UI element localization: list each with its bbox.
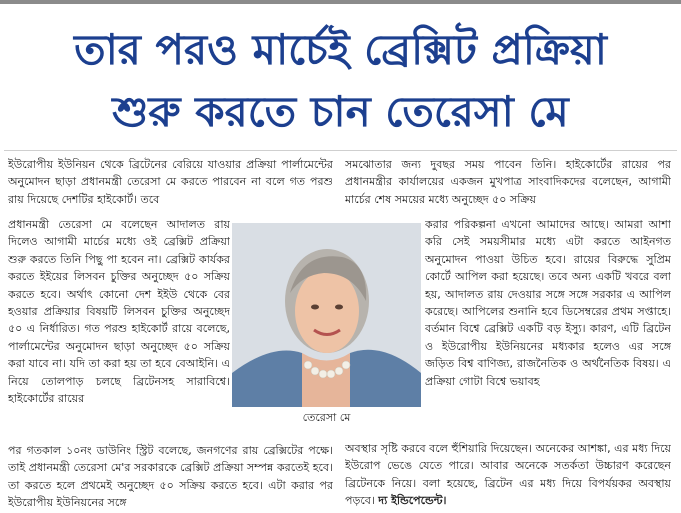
portrait-illustration [232,223,421,407]
article-text: পর গতকাল ১০নং ডাউনিং স্ট্রিট বলেছে, জনগণের রায় ব্রেক্সিটের পক্ষে। তাই প্রধানমন্ত্রী তেরেসা মে'র সরকারকে ব্রেক্সিট প্রক্রিয়া সম্পন্ন করতেই হবে। তা করতে হলে প্রথমেই অনুচ্ছেদ ৫০ সক্রিয় করতে হবে। এটা করার পর ইউরোপীয় ইউনিয়নের সঙ্গে [8,444,333,510]
article-right-middle [425,216,671,438]
photo-caption: তেরেসা মে [302,411,351,424]
article-left-bottom [8,442,333,512]
headline-line-2: শুরু করতে চান তেরেসা মে [112,87,569,136]
headline-line-1: তার পরও মার্চেই ব্রেক্সিট প্রক্রিয়া [74,25,607,74]
article-right-top [345,156,671,216]
article-left-middle [8,216,230,440]
article-source: দ্য ইন্ডিপেন্ডেন্ট। [378,494,447,508]
divider [4,150,677,151]
top-rule [0,0,681,4]
portrait-photo [232,223,421,407]
article-text: প্রধানমন্ত্রী তেরেসা মে বলেছেন আদালত রায় দিলেও আগামী মার্চের মধ্যে ওই ব্রেক্সিট প্রক্রিয়া শুরু করতে তিনি পিছু পা হবেন না। ব্রেক্সিট কার্যকর করতে ইইয়ের লিসবন চুক্তির অনুচ্ছেদ ৫০ সক্রিয় করতে হবে। অর্থাৎ কোনো দেশ ইইউ থেকে বের হওয়ার প্রক্রিয়ার বিষয়টি লিসবন চুক্তির অনুচ্ছেদ ৫০ এ নির্ধারিত। গত পরশু হাইকোর্ট রায়ে বলেছে, পার্লামেন্টের অনুমোদন ছাড়া অনুচ্ছেদ ৫০ সক্রিয় করা যাবে না। যদি তা করা হয় তা হবে বেআইনি। এ নিয়ে তোলপাড় চলছে ব্রিটেনসহ সারাবিশ্বে। হাইকোর্টের রায়ের [8,218,230,406]
article-text: সমঝোতার জন্য দুবছর সময় পাবেন তিনি। হাইকোর্টের রায়ের পর প্রধানমন্ত্রীর কার্যালয়ের একজন মুখপাত্র সাংবাদিকদের বলেছেন, আগামী মার্চের শেষ সময়ের মধ্যে অনুচ্ছেদ ৫০ সক্রিয় [345,158,671,206]
article-text-end: অবস্থার সৃষ্টি করবে বলে হুঁশিয়ারি দিয়েছেন। অনেকের আশঙ্কা, এর মধ্য দিয়ে ইউরোপ ভেঙে যেতে পারে। আবার অনেকে সতর্কতা উচ্চারণ করেছেন ব্রিটেনকে নিয়ে। বলা হয়েছে, ব্রিটেন এর মধ্য দিয়ে বিপর্যয়কর অবস্থায় পড়বে। [345,442,671,508]
article-text: করার পরিকল্পনা এখনো আমাদের আছে। আমরা আশা করি সেই সময়সীমার মধ্যে এটা করতে আইনগত অনুমোদন পাওয়া উচিত হবে। রায়ের বিরুদ্ধে সুপ্রিম কোর্টে আপিল করা হয়েছে। তবে অন্য একটি খবরে বলা হয়, আদালত রায় দেওয়ার সঙ্গে সঙ্গে সরকার এ আপিল করেছে। আপিলের শুনানি হবে ডিসেম্বরের প্রথম সপ্তাহে। বর্তমান বিশ্বে ব্রেক্সিট একটি বড় ইস্যু। কারণ, এটি ব্রিটেন ও ইউরোপীয় ইউনিয়নের মধ্যকার হলেও এর সঙ্গে জড়িত বিশ্ব বাণিজ্য, রাজনৈতিক ও অর্থনৈতিক বিষয়। এ প্রক্রিয়া গোটা বিশ্বে ভয়াবহ [425,218,671,388]
article-text: ইউরোপীয় ইউনিয়ন থেকে ব্রিটেনের বেরিয়ে যাওয়ার প্রক্রিয়া পার্লামেন্টের অনুমোদন ছাড়া প্রধানমন্ত্রী তেরেসা মে করতে পারবেন না বলে গত পরশু রায় দিয়েছে দেশটির হাইকোর্ট। তবে [8,158,333,206]
article-left-top [8,156,333,216]
article-right-bottom [345,440,671,512]
article-text [345,440,671,510]
